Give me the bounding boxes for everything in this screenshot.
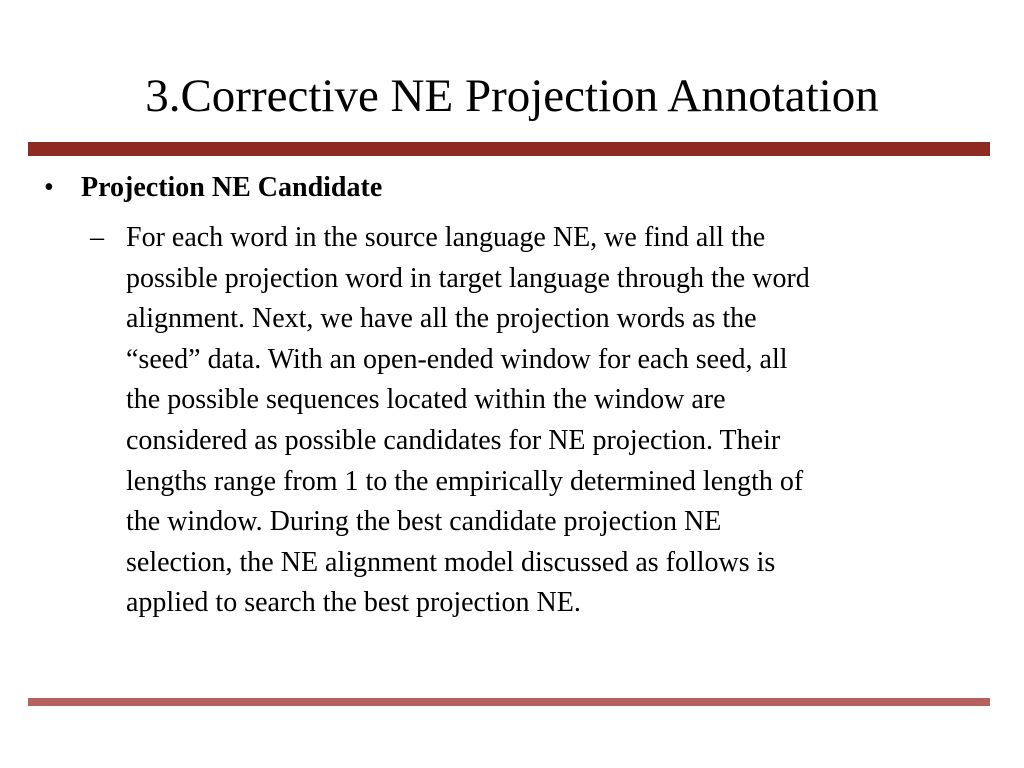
text-line: alignment. Next, we have all the projection words as the xyxy=(126,303,757,335)
text-line: the possible sequences located within the window are xyxy=(126,384,726,416)
text-line: possible projection word in target language through the word xyxy=(126,262,810,294)
bullet-icon: • xyxy=(44,172,54,203)
text-line: the window. During the best candidate projection NE xyxy=(126,506,722,538)
bottom-divider xyxy=(28,698,990,706)
text-line: selection, the NE alignment model discussed as follows is xyxy=(126,546,776,578)
text-line: considered as possible candidates for NE projection. Their xyxy=(126,424,781,456)
text-line: applied to search the best projection NE. xyxy=(126,587,581,619)
text-line: lengths range from 1 to the empirically determined length of xyxy=(126,465,804,497)
bullet-heading: Projection NE Candidate xyxy=(81,172,383,203)
text-line: For each word in the source language NE, we find all the xyxy=(126,222,766,253)
top-divider xyxy=(28,142,990,156)
slide-title: 3.Corrective NE Projection Annotation xyxy=(145,70,879,122)
text-line: “seed” data. With an open-ended window for each seed, all xyxy=(126,343,788,375)
dash-icon: – xyxy=(90,222,104,253)
bullet-item xyxy=(44,168,984,208)
sub-bullet-text xyxy=(126,218,976,624)
